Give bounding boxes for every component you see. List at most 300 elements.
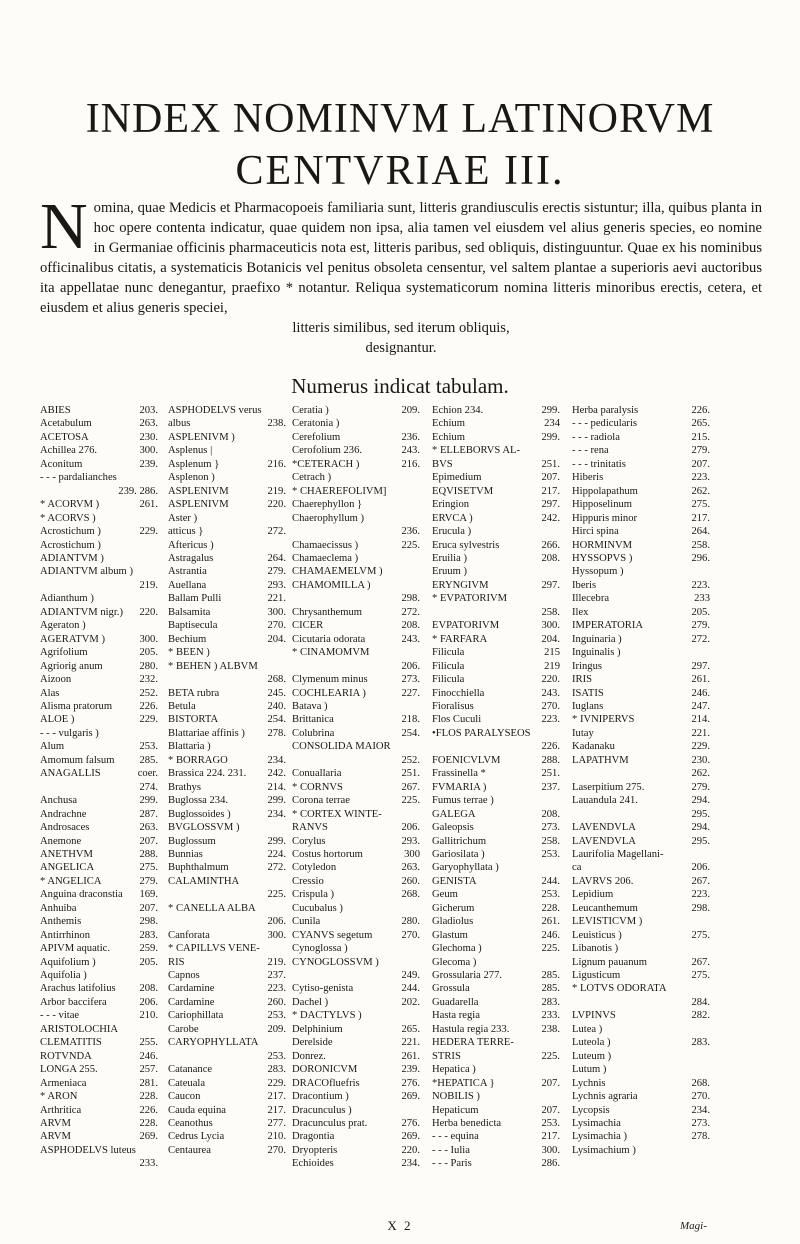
entry-plate-number: 265. <box>401 1023 420 1035</box>
index-entry <box>40 498 158 511</box>
index-entry <box>432 512 560 525</box>
entry-plate-number <box>557 565 560 578</box>
entry-name: Lysimachia <box>572 1118 621 1130</box>
entry-plate-number: 243. <box>541 687 560 699</box>
entry-plate-number: 300. <box>267 929 286 941</box>
index-entry <box>292 1036 420 1049</box>
entry-plate-number <box>283 471 286 484</box>
index-entry <box>292 687 420 700</box>
index-entry <box>40 471 158 484</box>
index-entry <box>572 1104 710 1117</box>
entry-name: * BEHEN ) ALBVM <box>168 660 258 672</box>
entry-name: BVS <box>432 458 453 470</box>
entry-plate-number: 276. <box>401 1077 420 1089</box>
entry-plate-number <box>417 512 420 525</box>
entry-plate-number: 214. <box>267 781 286 793</box>
index-entry <box>292 404 420 417</box>
entry-plate-number: 207. <box>139 902 158 914</box>
entry-plate-number: 297. <box>541 499 560 511</box>
entry-plate-number <box>417 740 420 753</box>
index-entry <box>572 794 710 807</box>
entry-name: - - - vitae <box>40 1010 80 1022</box>
entry-plate-number: 269. <box>139 1131 158 1143</box>
index-entry <box>40 956 158 969</box>
entry-name: Kadanaku <box>572 741 615 753</box>
entry-name: DORONICVM <box>292 1064 358 1076</box>
index-entry <box>168 525 286 538</box>
entry-name: Balsamita <box>168 606 211 618</box>
entry-name: * BORRAGO <box>168 754 228 766</box>
entry-plate-number: 234. <box>401 1158 420 1170</box>
entry-plate-number: 270. <box>267 620 286 632</box>
index-entry <box>432 713 560 726</box>
index-entry <box>168 1063 286 1076</box>
index-entry <box>572 1144 710 1157</box>
entry-name: Cariophillata <box>168 1010 224 1022</box>
entry-name: Achillea 276. <box>40 445 98 457</box>
entry-name <box>572 767 576 780</box>
index-entry <box>292 458 420 471</box>
entry-name: Lychnis agraria <box>572 1091 638 1103</box>
entry-plate-number: 206. <box>401 660 420 672</box>
entry-name <box>168 673 172 686</box>
entry-plate-number: 273. <box>541 822 560 834</box>
entry-plate-number: 207. <box>541 1077 560 1089</box>
entry-name: CLEMATITIS <box>40 1037 102 1049</box>
entry-name: Alas <box>40 687 60 699</box>
index-entry <box>168 565 286 578</box>
entry-plate-number <box>155 471 158 484</box>
entry-name: LEVISTICVM ) <box>572 916 643 928</box>
index-entry <box>432 660 560 673</box>
entry-plate-number <box>707 942 710 955</box>
entry-plate-number: 261. <box>691 674 710 686</box>
entry-plate-number: 233. <box>541 1010 560 1022</box>
entry-plate-number: 298. <box>139 916 158 928</box>
entry-plate-number: 238. <box>267 418 286 430</box>
entry-name: Aftericus ) <box>168 539 214 551</box>
entry-name: ASPLENIVM <box>168 499 229 511</box>
index-entry <box>572 592 710 605</box>
entry-name <box>432 606 436 619</box>
entry-plate-number: 217. <box>267 1104 286 1116</box>
index-entry <box>40 673 158 686</box>
page-title-line-2: CENTVRIAE III. <box>235 148 565 194</box>
index-entry <box>572 673 710 686</box>
entry-plate-number: 208. <box>541 808 560 820</box>
index-entry <box>572 1090 710 1103</box>
index-entry <box>572 848 710 861</box>
index-entry <box>292 902 420 915</box>
entry-name: Dragontia <box>292 1131 335 1143</box>
index-entry <box>292 942 420 955</box>
index-entry <box>292 592 420 605</box>
entry-plate-number: 246. <box>541 929 560 941</box>
entry-name: Flos Cuculi <box>432 714 482 726</box>
entry-name: Gladiolus <box>432 916 474 928</box>
entry-name: Aquifolium ) <box>40 956 96 968</box>
entry-name: Fioralisus <box>432 700 474 712</box>
entry-plate-number: 221. <box>267 593 286 605</box>
entry-plate-number: 205. <box>139 647 158 659</box>
entry-name: Anemone <box>40 835 82 847</box>
entry-name: Aquifolia ) <box>40 970 87 982</box>
index-entry <box>292 969 420 982</box>
index-entry <box>572 982 710 995</box>
index-entry <box>432 888 560 901</box>
index-entry <box>572 956 710 969</box>
index-entry <box>168 1023 286 1036</box>
index-entry <box>572 1130 710 1143</box>
index-entry <box>432 781 560 794</box>
entry-plate-number: 220. <box>267 499 286 511</box>
entry-plate-number <box>155 539 158 552</box>
entry-name: Ceratonia ) <box>292 418 340 430</box>
index-entry <box>572 727 710 740</box>
entry-name: Cateuala <box>168 1077 206 1089</box>
entry-name: - - - Paris <box>432 1158 472 1170</box>
index-entry <box>168 1077 286 1090</box>
index-entry <box>168 444 286 457</box>
index-entry <box>168 660 286 673</box>
index-entry <box>40 539 158 552</box>
entry-plate-number: 226. <box>139 1104 158 1116</box>
entry-plate-number: 215. <box>691 431 710 443</box>
entry-plate-number <box>417 417 420 430</box>
entry-name: Cytiso-genista <box>292 983 354 995</box>
entry-name <box>432 740 436 753</box>
entry-plate-number: 204. <box>267 633 286 645</box>
index-entry <box>40 579 158 592</box>
entry-plate-number: 280. <box>401 916 420 928</box>
entry-name: LAVENDVLA <box>572 835 636 847</box>
entry-plate-number: 268. <box>267 674 286 686</box>
entry-name: Guadarella <box>432 996 479 1008</box>
index-entry <box>292 485 420 498</box>
index-entry <box>432 404 560 417</box>
entry-plate-number: 253. <box>541 1118 560 1130</box>
entry-plate-number: 254. <box>401 727 420 739</box>
entry-plate-number <box>417 1009 420 1022</box>
entry-name: Alum <box>40 741 65 753</box>
entry-name: Acrostichum ) <box>40 539 101 551</box>
entry-name: Cerofolium 236. <box>292 445 363 457</box>
entry-plate-number: 295. <box>691 835 710 847</box>
entry-plate-number <box>155 565 158 578</box>
index-entry <box>168 942 286 955</box>
entry-plate-number <box>283 660 286 673</box>
index-entry <box>40 942 158 955</box>
entry-name: Hasta regia <box>432 1010 480 1022</box>
entry-plate-number: 255. <box>139 1037 158 1049</box>
entry-name: Corylus <box>292 835 326 847</box>
entry-plate-number: 243. <box>401 633 420 645</box>
entry-name: Gallitrichum <box>432 835 487 847</box>
entry-plate-number: 266. <box>541 539 560 551</box>
entry-plate-number: 229. <box>691 741 710 753</box>
entry-plate-number: 237. <box>541 781 560 793</box>
entry-plate-number: 279. <box>267 566 286 578</box>
entry-plate-number <box>283 539 286 552</box>
index-entry <box>292 754 420 767</box>
page-title-line-1: INDEX NOMINVM LATINORVM <box>85 96 715 142</box>
entry-name: HORMINVM <box>572 539 633 551</box>
entry-plate-number: 300. <box>139 445 158 457</box>
entry-plate-number: 207. <box>139 835 158 847</box>
entry-plate-number: 242. <box>267 768 286 780</box>
entry-plate-number: 253. <box>541 848 560 860</box>
index-entry <box>40 996 158 1009</box>
index-entry <box>168 552 286 565</box>
entry-plate-number <box>417 942 420 955</box>
entry-plate-number: 234 <box>544 418 560 430</box>
index-entry <box>168 579 286 592</box>
entry-name: * FARFARA <box>432 633 488 645</box>
index-entry <box>40 727 158 740</box>
entry-name: ADIANTVM nigr.) <box>40 606 123 618</box>
entry-plate-number: 272. <box>691 633 710 645</box>
entry-plate-number: 275. <box>139 862 158 874</box>
entry-name: * ACORVS ) <box>40 512 96 524</box>
index-entry <box>572 781 710 794</box>
entry-name: AGERATVM ) <box>40 633 106 645</box>
index-entry <box>40 417 158 430</box>
entry-plate-number: 283. <box>139 929 158 941</box>
index-entry <box>432 1036 560 1049</box>
entry-name: Derelside <box>292 1037 333 1049</box>
entry-plate-number: 251. <box>541 768 560 780</box>
index-column-5 <box>572 404 710 1157</box>
index-entry <box>168 619 286 632</box>
index-entry <box>432 740 560 753</box>
entry-name: Buglossa 234. <box>168 795 229 807</box>
entry-plate-number: 287. <box>139 808 158 820</box>
index-entry <box>292 673 420 686</box>
entry-plate-number: 283. <box>541 996 560 1008</box>
index-entry <box>572 619 710 632</box>
entry-name: Ballam Pulli <box>168 593 222 605</box>
entry-plate-number: 288. <box>541 754 560 766</box>
entry-plate-number <box>707 1063 710 1076</box>
entry-name: Cerefolium <box>292 431 341 443</box>
entry-plate-number: 169. <box>139 889 158 901</box>
index-entry <box>432 915 560 928</box>
index-entry <box>40 633 158 646</box>
index-entry <box>40 458 158 471</box>
entry-name: APIVM aquatic. <box>40 943 111 955</box>
entry-plate-number: 229. <box>139 714 158 726</box>
index-entry <box>292 619 420 632</box>
index-entry <box>168 808 286 821</box>
entry-plate-number <box>417 808 420 821</box>
entry-plate-number: 282. <box>691 1010 710 1022</box>
entry-plate-number: 234. <box>267 808 286 820</box>
index-entry <box>432 956 560 969</box>
index-entry <box>572 431 710 444</box>
entry-plate-number: 226. <box>139 700 158 712</box>
entry-plate-number: 278. <box>267 727 286 739</box>
entry-plate-number: 244. <box>541 875 560 887</box>
entry-name: Amomum falsum <box>40 754 115 766</box>
entry-name: DRACOfluefris <box>292 1077 360 1089</box>
index-entry <box>40 1063 158 1076</box>
entry-plate-number <box>283 875 286 888</box>
entry-plate-number: 253. <box>267 1050 286 1062</box>
index-entry <box>292 1117 420 1130</box>
index-entry <box>168 431 286 444</box>
entry-name: Glechoma ) <box>432 943 482 955</box>
entry-name: * CHAEREFOLIVM] <box>292 485 387 497</box>
index-entry <box>168 969 286 982</box>
index-entry <box>168 646 286 659</box>
entry-name: Betula <box>168 700 196 712</box>
index-entry <box>40 592 158 605</box>
entry-name: * CINAMOMVM <box>292 647 370 659</box>
entry-name: Gicherum <box>432 902 475 914</box>
intro-tail-1: litteris similibus, sed iterum obliquis, <box>292 320 510 336</box>
index-entry <box>572 996 710 1009</box>
entry-plate-number: 225. <box>267 889 286 901</box>
entry-name: Herba benedicta <box>432 1118 502 1130</box>
entry-plate-number <box>557 956 560 969</box>
index-entry <box>168 1104 286 1117</box>
entry-plate-number: 258. <box>541 606 560 618</box>
index-entry <box>572 633 710 646</box>
entry-name: Iutay <box>572 727 594 739</box>
entry-name: Lysimachia ) <box>572 1131 628 1143</box>
index-entry <box>168 1036 286 1049</box>
entry-plate-number: 226. <box>691 405 710 416</box>
entry-plate-number: 204. <box>541 633 560 645</box>
index-entry <box>292 1157 420 1170</box>
entry-name: Bechium <box>168 633 207 645</box>
entry-name: Arachus latifolius <box>40 983 116 995</box>
index-entry <box>432 646 560 659</box>
entry-plate-number: 202. <box>401 996 420 1008</box>
index-entry <box>432 498 560 511</box>
entry-name <box>292 525 296 538</box>
entry-plate-number: 226. <box>541 741 560 753</box>
entry-name: Acrostichum ) <box>40 526 101 538</box>
entry-plate-number: 215 <box>544 647 560 659</box>
entry-name: Iringus <box>572 660 603 672</box>
index-entry <box>572 660 710 673</box>
entry-plate-number: 227. <box>401 687 420 699</box>
entry-name: Glastum <box>432 929 468 941</box>
entry-name: RIS <box>168 956 185 968</box>
entry-plate-number <box>155 1023 158 1036</box>
signature-mark: X 2 <box>387 1218 413 1233</box>
index-entry <box>432 606 560 619</box>
entry-name <box>572 808 576 821</box>
entry-plate-number: 237. <box>267 970 286 982</box>
entry-name: Finocchiella <box>432 687 485 699</box>
index-entry <box>432 982 560 995</box>
entry-name: Agriorig anum <box>40 660 103 672</box>
entry-name: NOBILIS ) <box>432 1091 480 1103</box>
index-entry <box>292 713 420 726</box>
entry-plate-number <box>155 1144 158 1157</box>
entry-name: ERYNGIVM <box>432 579 489 591</box>
entry-plate-number: 268. <box>401 889 420 901</box>
entry-plate-number: 261. <box>541 916 560 928</box>
entry-plate-number: 272. <box>401 606 420 618</box>
index-entry <box>572 902 710 915</box>
entry-name: Hippolapathum <box>572 485 638 497</box>
entry-name: Asplenon ) <box>168 472 215 484</box>
entry-plate-number: 263. <box>139 418 158 430</box>
index-entry <box>572 740 710 753</box>
index-entry <box>40 875 158 888</box>
entry-plate-number <box>283 942 286 955</box>
index-entry <box>432 579 560 592</box>
entry-name <box>168 1050 172 1063</box>
entry-plate-number: 208. <box>401 620 420 632</box>
index-column-4 <box>432 404 560 1171</box>
entry-name: Filicula <box>432 660 465 672</box>
entry-name: Canforata <box>168 929 210 941</box>
entry-name: - - - pardalianches <box>40 472 117 484</box>
entry-plate-number: 217. <box>541 1131 560 1143</box>
entry-plate-number: 285. <box>139 754 158 766</box>
entry-name: * CORTEX WINTE- <box>292 808 382 820</box>
entry-name: Iberis <box>572 579 597 591</box>
entry-plate-number <box>557 525 560 538</box>
entry-plate-number: 261. <box>139 499 158 511</box>
index-entry <box>292 700 420 713</box>
entry-name: Libanotis ) <box>572 943 619 955</box>
index-entry <box>40 1104 158 1117</box>
index-entry <box>572 417 710 430</box>
index-entry <box>292 471 420 484</box>
entry-plate-number: 220. <box>139 606 158 618</box>
entry-name: LVPINVS <box>572 1010 616 1022</box>
entry-name: * ELLEBORVS AL- <box>432 445 521 457</box>
entry-name: Androsaces <box>40 822 90 834</box>
entry-name: ANGELICA <box>40 862 95 874</box>
entry-plate-number: 299. <box>267 835 286 847</box>
entry-name: atticus } <box>168 526 204 538</box>
index-entry <box>40 929 158 942</box>
entry-name: * CANELLA ALBA <box>168 902 256 914</box>
index-entry <box>168 485 286 498</box>
entry-plate-number <box>417 565 420 578</box>
index-entry <box>572 552 710 565</box>
entry-name: Cetrach ) <box>292 472 332 484</box>
index-entry <box>40 1050 158 1063</box>
entry-name: Lutum ) <box>572 1064 607 1076</box>
entry-plate-number: 294. <box>691 795 710 807</box>
entry-name: Buglossum <box>168 835 216 847</box>
entry-name: CHAMAEMELVM ) <box>292 566 383 578</box>
index-entry <box>40 1009 158 1022</box>
index-entry <box>168 848 286 861</box>
entry-name: Lychnis <box>572 1077 606 1089</box>
entry-name: HYSSOPVS ) <box>572 552 633 564</box>
entry-name <box>40 579 44 592</box>
entry-plate-number: 236. <box>401 526 420 538</box>
entry-plate-number: 272. <box>267 526 286 538</box>
entry-name: - - - equina <box>432 1131 479 1143</box>
entry-name: GALEGA <box>432 808 476 820</box>
entry-plate-number: 220. <box>401 1144 420 1156</box>
index-entry <box>168 673 286 686</box>
index-entry <box>168 821 286 834</box>
index-entry <box>292 1104 420 1117</box>
index-entry <box>40 888 158 901</box>
index-entry <box>292 646 420 659</box>
entry-name: ROTVNDA <box>40 1050 92 1062</box>
